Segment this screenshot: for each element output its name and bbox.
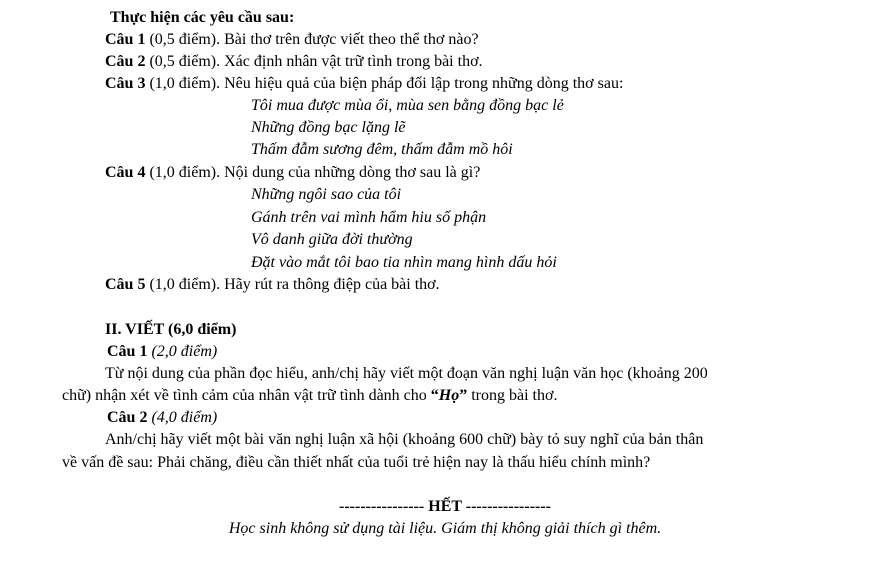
question-3: Câu 3 (1,0 điểm). Nêu hiệu quả của biện pháp đối lập trong những dòng thơ sau:: [105, 75, 624, 92]
instructions-heading: Thực hiện các yêu cầu sau:: [110, 9, 295, 26]
writing-question-2-line-1: Anh/chị hãy viết một bài văn nghị luận xã hội (khoảng 600 chữ) bày tỏ suy nghĩ của bản thân: [105, 431, 704, 448]
question-1: Câu 1 (0,5 điểm). Bài thơ trên được viết theo thể thơ nào?: [105, 31, 479, 48]
verse-line: Những ngôi sao của tôi: [251, 186, 402, 203]
writing-question-2-label: Câu 2 (4,0 điểm): [107, 409, 218, 426]
writing-question-1-line-1: Từ nội dung của phần đọc hiểu, anh/chị hãy viết một đoạn văn nghị luận văn học (khoảng 200: [105, 365, 708, 382]
writing-question-2-line-2: về vấn đề sau: Phải chăng, điều cần thiết nhất của tuổi trẻ hiện nay là thấu hiểu chính mình?: [62, 454, 651, 471]
question-5: Câu 5 (1,0 điểm). Hãy rút ra thông điệp của bài thơ.: [105, 276, 440, 293]
verse-line: Vô danh giữa đời thường: [251, 231, 413, 248]
question-4: Câu 4 (1,0 điểm). Nội dung của những dòng thơ sau là gì?: [105, 164, 481, 181]
verse-line: Những đồng bạc lặng lẽ: [251, 119, 406, 136]
verse-line: Gánh trên vai mình hẩm hiu số phận: [251, 209, 487, 226]
writing-question-1-line-2: chữ) nhận xét về tình cảm của nhân vật trữ tình dành cho “Họ” trong bài thơ.: [62, 387, 558, 404]
verse-line: Thấm đẫm sương đêm, thấm đẫm mồ hôi: [251, 141, 513, 158]
question-2: Câu 2 (0,5 điểm). Xác định nhân vật trữ tình trong bài thơ.: [105, 53, 483, 70]
footer-note: Học sinh không sử dụng tài liệu. Giám thị không giải thích gì thêm.: [228, 520, 662, 537]
verse-line: Đặt vào mắt tôi bao tia nhìn mang hình dấu hỏi: [251, 254, 557, 271]
end-mark: ---------------- HẾT ----------------: [339, 498, 551, 515]
section-2-heading: II. VIẾT (6,0 điểm): [105, 321, 237, 338]
writing-question-1-label: Câu 1 (2,0 điểm): [107, 343, 218, 360]
verse-line: Tôi mua được mùa ổi, mùa sen bằng đồng bạc lẻ: [251, 97, 564, 114]
